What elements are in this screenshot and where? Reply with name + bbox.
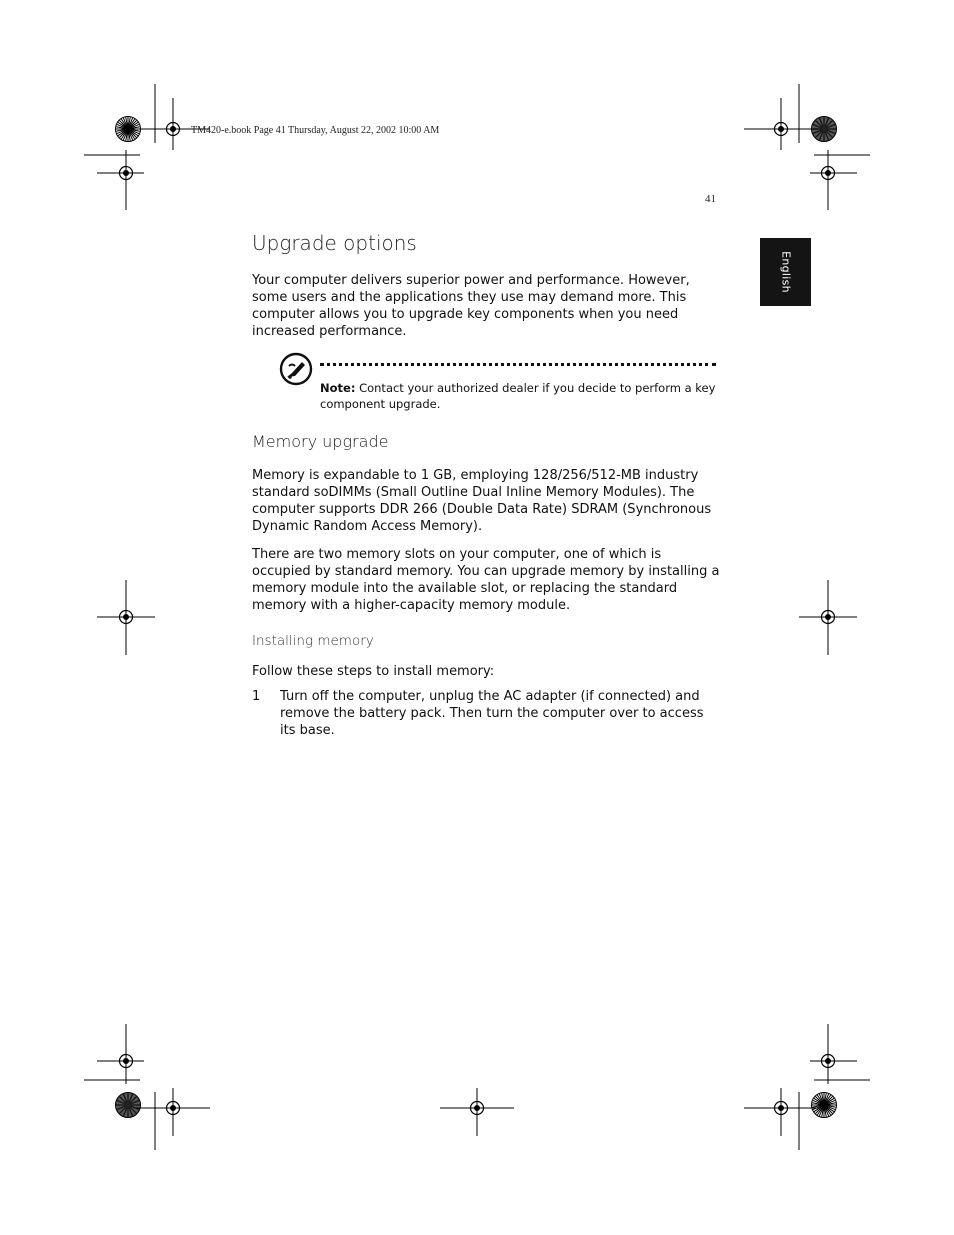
note-body: Contact your authorized dealer if you decide to perform a key component upgrade.: [320, 381, 716, 411]
print-header-line: TM420-e.book Page 41 Thursday, August 22, 2002 10:00 AM: [191, 125, 440, 136]
section-intro-paragraph: Your computer delivers superior power and performance. However, some users and the applications they use may demand more. This computer allows you to upgrade key components when you need increased performance.: [252, 273, 690, 339]
language-tab-label: English: [779, 251, 792, 293]
installing-intro: Follow these steps to install memory:: [252, 664, 495, 679]
note-pen-icon: [279, 352, 313, 386]
installing-memory-heading: Installing memory: [252, 633, 374, 649]
section-title: Upgrade options: [252, 231, 417, 255]
page-number: 41: [705, 193, 716, 205]
note-text: [320, 380, 716, 412]
memory-paragraph-2: There are two memory slots on your computer, one of which is occupied by standard memory. You can upgrade memory by installing a memory module into the available slot, or replacing the standard memory with a higher-capacity memory module.: [252, 547, 720, 613]
step-number: 1: [252, 689, 261, 704]
memory-upgrade-heading: Memory upgrade: [252, 432, 389, 451]
starburst-mark-bottom-right: [812, 1093, 837, 1118]
step-text: Turn off the computer, unplug the AC adapter (if connected) and remove the battery pack. Then turn the computer over to access its base.: [280, 689, 704, 738]
crop-lines: [84, 84, 870, 1150]
note-label: Note:: [320, 381, 356, 395]
language-tab: [760, 238, 811, 306]
note-divider: [320, 363, 716, 366]
memory-paragraph-1: Memory is expandable to 1 GB, employing 128/256/512-MB industry standard soDIMMs (Small Outline Dual Inline Memory Modules). The computer supports DDR 266 (Double Data Rate) SDRAM (Synchronous Dynamic Random Access Memory).: [252, 468, 712, 534]
starburst-mark-bottom-left: [116, 1093, 141, 1118]
